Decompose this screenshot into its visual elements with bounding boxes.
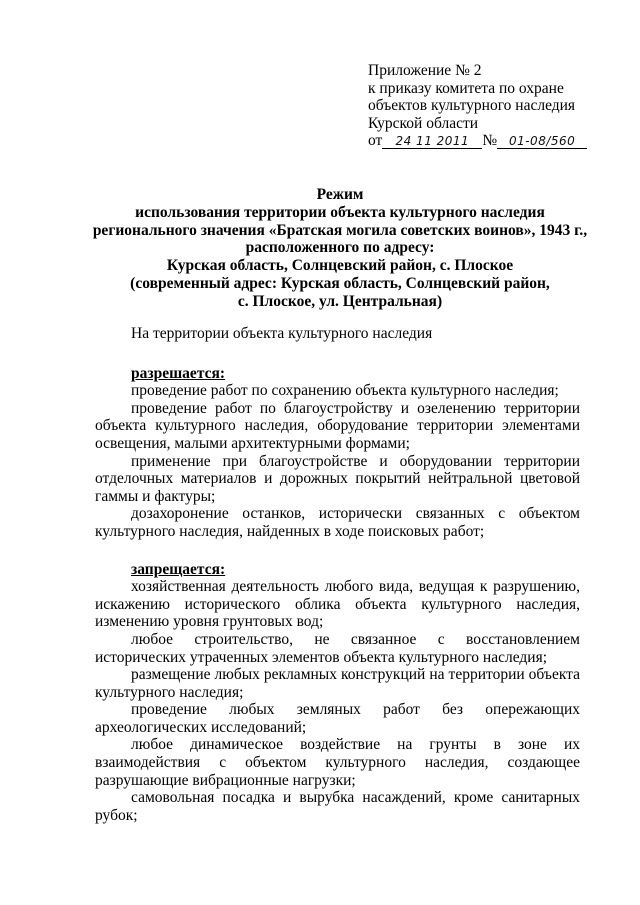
appendix-order-line: к приказу комитета по охране [368,79,564,97]
title-line-2: использования территории объекта культурного наследия [135,203,545,221]
title-line-7: с. Плоское, ул. Центральная) [237,292,443,310]
from-label: от [368,132,383,149]
order-date: 24 11 2011 [382,134,482,149]
forbidden-item: размещение любых рекламных конструкций на территории объекта культурного наследия; [95,666,580,701]
title-line-3: регионального значения «Братская могила советских воинов», 1943 г., [92,221,588,239]
forbidden-item: проведение любых земляных работ без опережающих археологических исследований; [95,701,580,736]
appendix-title: Приложение № 2 [368,62,482,79]
document-body [95,325,580,824]
appendix-date-number-row [368,132,618,150]
forbidden-item: хозяйственная деятельность любого вида, ведущая к разрушению, искажению исторического облика объекта культурного наследия, изменению уровня грунтовых вод; [95,578,580,631]
order-number: 01-08/560 [497,134,587,149]
forbidden-item: самовольная посадка и вырубка насаждений, кроме санитарных рубок; [95,789,580,824]
allowed-item: применение при благоустройстве и оборудовании территории отделочных материалов и дорожных покрытий нейтральной цветовой гаммы и фактуры; [95,452,580,505]
regime-title [70,186,610,311]
title-line-6: (современный адрес: Курская область, Солнцевский район, [130,274,550,292]
section-spacer [95,541,580,561]
forbidden-heading: запрещается: [131,560,226,578]
allowed-item: дозахоронение останков, исторически связанных с объектом культурного наследия, найденных в ходе поисковых работ; [95,505,580,540]
allowed-item: проведение работ по благоустройству и озеленению территории объекта культурного наследия, оборудование территории элементами освещения, малыми архитектурными формами; [95,399,580,452]
forbidden-item: любое строительство, не связанное с восстановлением исторических утраченных элементов объекта культурного наследия; [95,630,580,666]
title-line-5: Курская область, Солнцевский район, с. Плоское [166,257,514,275]
title-line-4: расположенного по адресу: [245,239,435,257]
appendix-header [368,62,618,150]
number-label: № [482,132,498,149]
title-line-1: Режим [316,186,364,203]
allowed-heading: разрешается: [131,364,226,382]
appendix-region-line: Курской области [368,114,479,132]
forbidden-item: любое динамическое воздействие на грунты в зоне их взаимодействия с объектом культурного наследия, создающее разрушающие вибрационные нагрузки; [95,736,580,789]
intro-paragraph: На территории объекта культурного наследия [131,325,433,342]
appendix-committee-line: объектов культурного наследия [368,97,576,114]
allowed-item: проведение работ по сохранению объекта культурного наследия; [131,382,559,400]
